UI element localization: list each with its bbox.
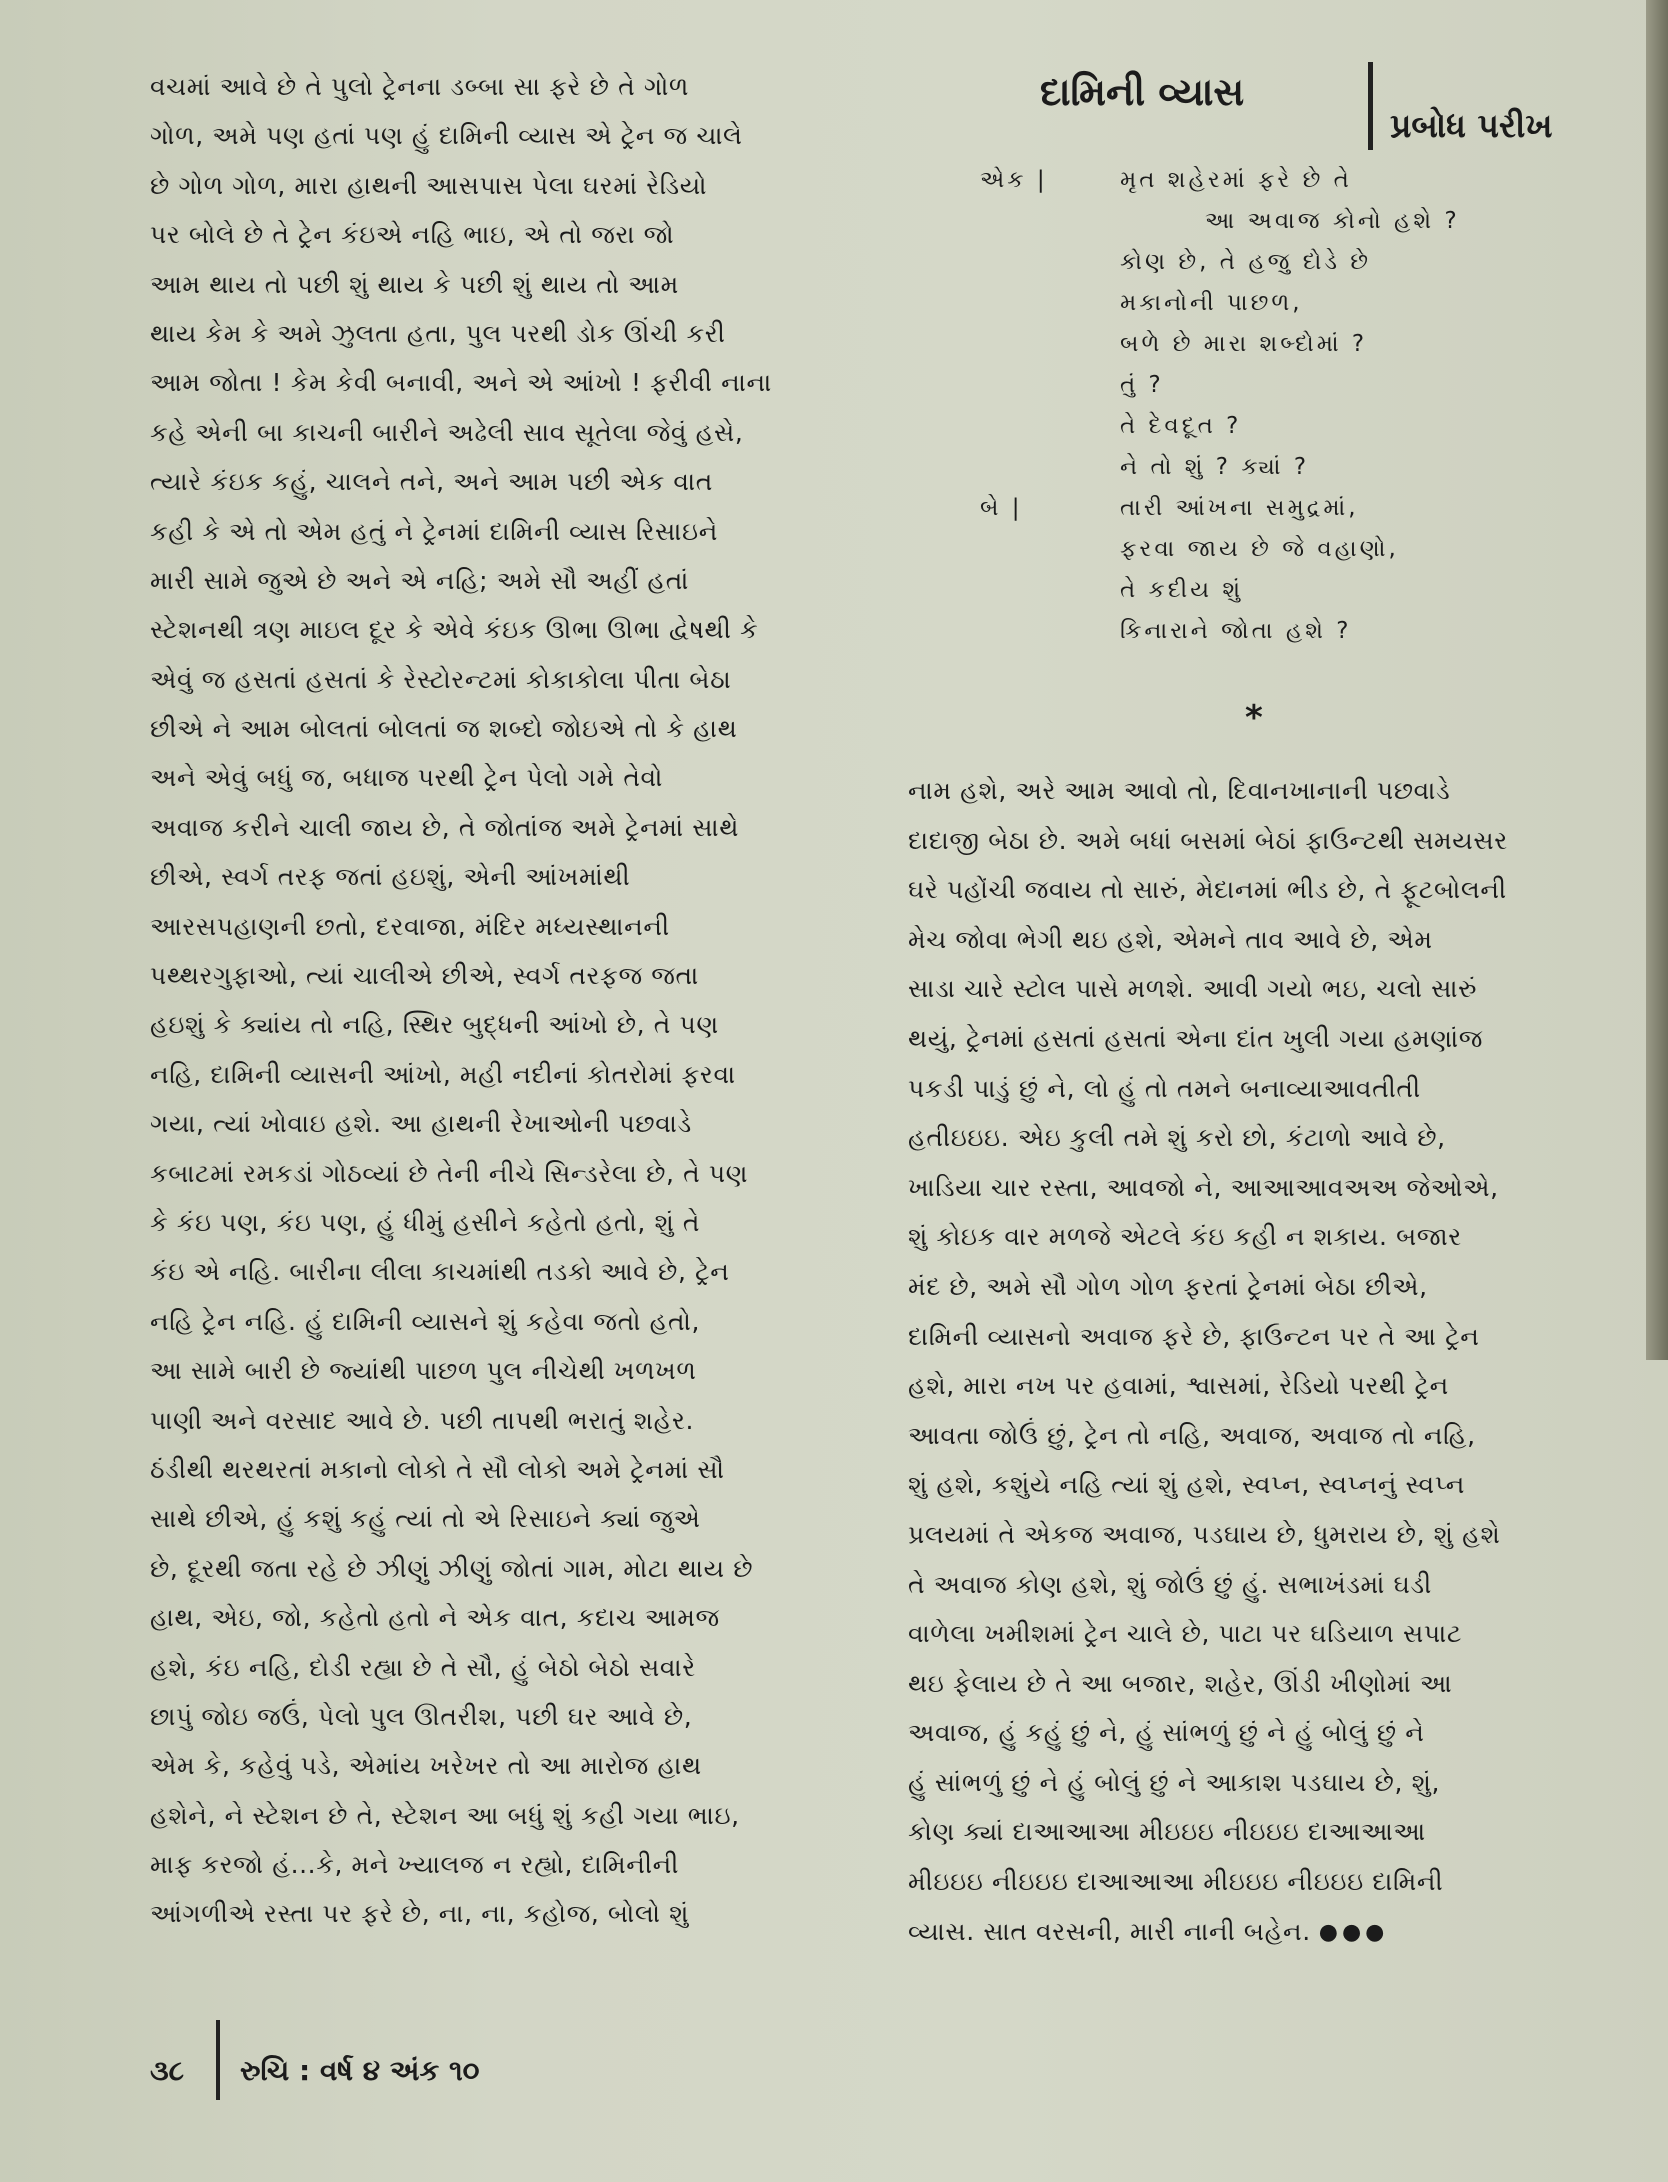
text-line <box>908 915 1608 965</box>
text-line: સ્ટેશનથી ત્રણ માઇલ દૂર કે એવે કંઇક ઊભા ઊભા દ્વેષથી કે <box>150 615 759 645</box>
text-line: ગયા, ત્યાં ખોવાઇ હશે. આ હાથની રેખાઓની પછવાડે <box>150 1109 692 1139</box>
text-line <box>908 964 1608 1014</box>
poem-text: મકાનોની પાછળ, <box>1120 290 1303 316</box>
text-line <box>908 1014 1608 1064</box>
right-prose-column <box>908 766 1608 1956</box>
poem-line <box>940 406 1640 447</box>
text-line: સાથે છીએ, હું કશું કહું ત્યાં તો એ રિસાઇને ક્યાં જુએ <box>150 1504 701 1534</box>
text-line: ગોળ, અમે પણ હતાં પણ હું દામિની વ્યાસ એ ટ્રેન જ ચાલે <box>150 121 743 151</box>
text-line <box>908 1163 1608 1213</box>
text-line <box>908 1460 1608 1510</box>
poem-line <box>940 160 1640 201</box>
poem-line <box>940 365 1640 406</box>
poem-line <box>940 611 1640 652</box>
poem-line <box>940 529 1640 570</box>
poem-line <box>940 324 1640 365</box>
text-line: છીએ, સ્વર્ગ તરફ જતાં હઇશું, એની આંખમાંથી <box>150 862 631 892</box>
article-header <box>1010 62 1630 162</box>
text-line: આમ થાય તો પછી શું થાય કે પછી શું થાય તો આમ <box>150 269 679 299</box>
text-line-content: ઘરે પહોંચી જવાય તો સારું, મેદાનમાં ભીડ છે, તે ફૂટબોલની <box>908 875 1507 905</box>
poem-text: તું ? <box>1120 372 1164 398</box>
text-line: આરસપહાણની છતો, દરવાજા, મંદિર મધ્યસ્થાનની <box>150 911 670 941</box>
text-line: હશે, કંઇ નહિ, દોડી રહ્યા છે તે સૌ, હું બેઠો બેઠો સવારે <box>150 1652 696 1682</box>
text-line: હઇશું કે ક્યાંય તો નહિ, સ્થિર બુદ્ધની આંખો છે, તે પણ <box>150 1010 719 1040</box>
text-line-content: મેચ જોવા ભેગી થઇ હશે, એમને તાવ આવે છે, એમ <box>908 924 1433 954</box>
poem-text: કિનારાને જોતા હશે ? <box>1120 618 1352 644</box>
text-line: આંગળીએ રસ્તા પર ફરે છે, ના, ના, કહોજ, બોલો શું <box>150 1899 690 1929</box>
text-line-content: મંદ છે, અમે સૌ ગોળ ગોળ ફરતાં ટ્રેનમાં બેઠા છીએ, <box>908 1271 1428 1301</box>
text-line <box>908 1262 1608 1312</box>
poem-part-marker: એક | <box>980 167 1048 193</box>
text-line: નહિ, દામિની વ્યાસની આંખો, મહી નદીનાં કોતરોમાં ફરવા <box>150 1059 736 1089</box>
text-line <box>908 1064 1608 1114</box>
journal-issue: રુચિ : વર્ષ ૪ અંક ૧૦ <box>240 2054 480 2087</box>
poem-text: આ અવાજ કોનો હશે ? <box>1205 208 1460 234</box>
text-line <box>908 1659 1608 1709</box>
text-line-content: હતીઇઇઇ. એઇ કુલી તમે શું કરો છો, કંટાળો આવે છે, <box>908 1123 1446 1153</box>
text-line-content: હું સાંભળું છું ને હું બોલું છું ને આકાશ પડઘાય છે, શું, <box>908 1767 1440 1797</box>
text-line: છીએ ને આમ બોલતાં બોલતાં જ શબ્દો જોઇએ તો કે હાથ <box>150 714 738 744</box>
text-line <box>908 1560 1608 1610</box>
text-line-content: શું કોઇક વાર મળજે એટલે કંઇ કહી ન શકાય. બજાર <box>908 1222 1462 1252</box>
text-line <box>908 1758 1608 1808</box>
text-line <box>908 1807 1608 1857</box>
page-number: ૩૮ <box>150 2054 185 2087</box>
text-line <box>908 816 1608 866</box>
poem-line <box>940 283 1640 324</box>
text-line: હશેને, ને સ્ટેશન છે તે, સ્ટેશન આ બધું શું કહી ગયા ભાઇ, <box>150 1800 740 1830</box>
text-line: નહિ ટ્રેન નહિ. હું દામિની વ્યાસને શું કહેવા જતો હતો, <box>150 1306 700 1336</box>
header-divider <box>1368 62 1373 150</box>
text-line-content: આવતા જોઉં છું, ટ્રેન તો નહિ, અવાજ, અવાજ તો નહિ, <box>908 1420 1476 1450</box>
text-line-content: વ્યાસ. સાત વરસની, મારી નાની બહેન. <box>908 1916 1311 1946</box>
text-line: એમ કે, કહેવું પડે, એમાંય ખરેખર તો આ મારોજ હાથ <box>150 1751 702 1781</box>
text-line: હાથ, એઇ, જો, કહેતો હતો ને એક વાત, કદાચ આમજ <box>150 1603 720 1633</box>
text-line: કંઇ એ નહિ. બારીના લીલા કાચમાંથી તડકો આવે છે, ટ્રેન <box>150 1257 730 1287</box>
text-line-content: હશે, મારા નખ પર હવામાં, શ્વાસમાં, રેડિયો પરથી ટ્રેન <box>908 1371 1449 1401</box>
text-line-content: અવાજ, હું કહું છું ને, હું સાંભળું છું ને હું બોલું છું ને <box>908 1718 1425 1748</box>
text-line <box>908 865 1608 915</box>
text-line <box>908 1510 1608 1560</box>
text-line-content: વાળેલા ખમીશમાં ટ્રેન ચાલે છે, પાટા પર ઘડિયાળ સપાટ <box>908 1619 1462 1649</box>
text-line <box>908 1361 1608 1411</box>
text-line <box>908 1212 1608 1262</box>
text-line-content: પ્રલયમાં તે એકજ અવાજ, પડઘાય છે, ધુમરાય છે, શું હશે <box>908 1519 1501 1549</box>
poem-text: તારી આંખના સમુદ્રમાં, <box>1120 495 1359 521</box>
page-footer <box>150 2010 750 2100</box>
text-line <box>908 1907 1608 1957</box>
text-line: કબાટમાં રમકડાં ગોઠવ્યાં છે તેની નીચે સિન્ડરેલા છે, તે પણ <box>150 1158 749 1188</box>
poem-line <box>940 201 1640 242</box>
text-line: માફ કરજો હં...કે, મને ખ્યાલજ ન રહ્યો, દામિનીની <box>150 1850 679 1880</box>
article-author: પ્રબોધ પરીખ <box>1390 106 1553 145</box>
text-line-content: નામ હશે, અરે આમ આવો તો, દિવાનખાનાની પછવાડે <box>908 776 1451 805</box>
text-line-content: સાડા ચારે સ્ટોલ પાસે મળશે. આવી ગયો ભઇ, ચલો સારું <box>908 974 1478 1004</box>
footer-divider <box>216 2020 220 2100</box>
text-line <box>908 766 1608 816</box>
poem-block <box>940 160 1640 652</box>
text-line: વચમાં આવે છે તે પુલો ટ્રેનના ડબ્બા સા ફરે છે તે ગોળ <box>150 72 690 101</box>
text-line: આ સામે બારી છે જ્યાંથી પાછળ પુલ નીચેથી ખળખળ <box>150 1356 697 1386</box>
poem-line <box>940 570 1640 611</box>
text-line <box>908 1609 1608 1659</box>
text-line-content: તે અવાજ કોણ હશે, શું જોઉં છું હું. સભાખંડમાં ઘડી <box>908 1569 1432 1599</box>
text-line: કે કંઇ પણ, કંઇ પણ, હું ધીમું હસીને કહેતો હતો, શું તે <box>150 1207 701 1237</box>
article-title: દામિની વ્યાસ <box>1040 70 1245 114</box>
text-line: છે, દૂરથી જતા રહે છે ઝીણું ઝીણું જોતાં ગામ, મોટા થાય છે <box>150 1553 754 1583</box>
text-line-content: મીઇઇઇ નીઇઇઇ દાઆઆઆ મીઇઇઇ નીઇઇઇ દામિની <box>908 1867 1444 1897</box>
text-line: થાય કેમ કે અમે ઝુલતા હતા, પુલ પરથી ડોક ઊંચી કરી <box>150 318 726 348</box>
section-separator: * <box>1245 698 1263 738</box>
text-line: કહે એની બા કાચની બારીને અઢેલી સાવ સૂતેલા જેવું હસે, <box>150 417 744 447</box>
text-line: અવાજ કરીને ચાલી જાય છે, તે જોતાંજ અમે ટ્રેનમાં સાથે <box>150 812 739 842</box>
text-line-content: ખાડિયા ચાર રસ્તા, આવજો ને, આઆઆવઅઅ જેઓએ, <box>908 1172 1499 1202</box>
text-line <box>908 1708 1608 1758</box>
text-line: એવું જ હસતાં હસતાં કે રેસ્ટોરન્ટમાં કોકાકોલા પીતા બેઠા <box>150 664 732 694</box>
text-line: પાણી અને વરસાદ આવે છે. પછી તાપથી ભરાતું શહેર. <box>150 1405 695 1435</box>
text-line-content: કોણ ક્યાં દાઆઆઆ મીઇઇઇ નીઇઇઇ દાઆઆઆ <box>908 1817 1426 1847</box>
text-line <box>908 1857 1608 1907</box>
text-line <box>908 1411 1608 1461</box>
text-line-content: થઇ ફેલાય છે તે આ બજાર, શહેર, ઊંડી ખીણોમાં આ <box>908 1668 1453 1698</box>
text-line-content: શું હશે, કશુંયે નહિ ત્યાં શું હશે, સ્વપ્ન, સ્વપ્નનું સ્વપ્ન <box>908 1470 1465 1500</box>
text-line: છાપું જોઇ જઉં, પેલો પુલ ઊતરીશ, પછી ઘર આવે છે, <box>150 1701 693 1731</box>
poem-text: કોણ છે, તે હજુ દોડે છે <box>1120 249 1372 275</box>
poem-line <box>940 447 1640 488</box>
text-line-content: દાદાજી બેઠા છે. અમે બધાં બસમાં બેઠાં ફાઉન્ટથી સમયસર <box>908 825 1508 855</box>
text-line: પર બોલે છે તે ટ્રેન કંઇએ નહિ ભાઇ, એ તો જરા જો <box>150 220 675 250</box>
text-line: મારી સામે જુએ છે અને એ નહિ; અમે સૌ અહીં હતાં <box>150 565 690 595</box>
text-line <box>908 1113 1608 1163</box>
poem-line <box>940 488 1640 529</box>
text-line: આમ જોતા ! કેમ કેવી બનાવી, અને એ આંખો ! ફરીવી નાના <box>150 368 772 398</box>
poem-text: ને તો શું ? ક્યાં ? <box>1120 454 1310 480</box>
page-edge <box>1646 0 1668 1360</box>
end-mark: ●●● <box>1318 1919 1389 1945</box>
text-line: ત્યારે કંઇક કહું, ચાલને તને, અને આમ પછી એક વાત <box>150 467 713 497</box>
poem-line <box>940 242 1640 283</box>
poem-text: તે કદીય શું <box>1120 577 1244 603</box>
text-line-content: દામિની વ્યાસનો અવાજ ફરે છે, ફાઉન્ટન પર તે આ ટ્રેન <box>908 1321 1480 1351</box>
text-line: અને એવું બધું જ, બધાજ પરથી ટ્રેન પેલો ગમે તેવો <box>150 763 663 793</box>
text-line-content: થયું, ટ્રેનમાં હસતાં હસતાં એના દાંત ખુલી ગયા હમણાંજ <box>908 1023 1484 1053</box>
text-line: પથ્થરગુફાઓ, ત્યાં ચાલીએ છીએ, સ્વર્ગ તરફજ જતા <box>150 961 699 991</box>
poem-text: તે દેવદૂત ? <box>1120 413 1242 439</box>
text-line-content: પકડી પાડું છું ને, લો હું તો તમને બનાવ્યાઆવતીતી <box>908 1073 1421 1103</box>
text-line: ઠંડીથી થરથરતાં મકાનો લોકો તે સૌ લોકો અમે ટ્રેનમાં સૌ <box>150 1454 725 1484</box>
text-line: કહી કે એ તો એમ હતું ને ટ્રેનમાં દામિની વ્યાસ રિસાઇને <box>150 516 718 546</box>
poem-text: ફરવા જાય છે જે વહાણો, <box>1120 536 1399 562</box>
poem-text: બળે છે મારા શબ્દોમાં ? <box>1120 331 1368 357</box>
poem-text: મૃત શહેરમાં ફરે છે તે <box>1120 167 1352 193</box>
left-prose-column <box>150 62 855 1939</box>
poem-part-marker: બે | <box>980 495 1023 521</box>
text-line <box>908 1312 1608 1362</box>
text-line: છે ગોળ ગોળ, મારા હાથની આસપાસ પેલા ઘરમાં રેડિયો <box>150 170 708 200</box>
